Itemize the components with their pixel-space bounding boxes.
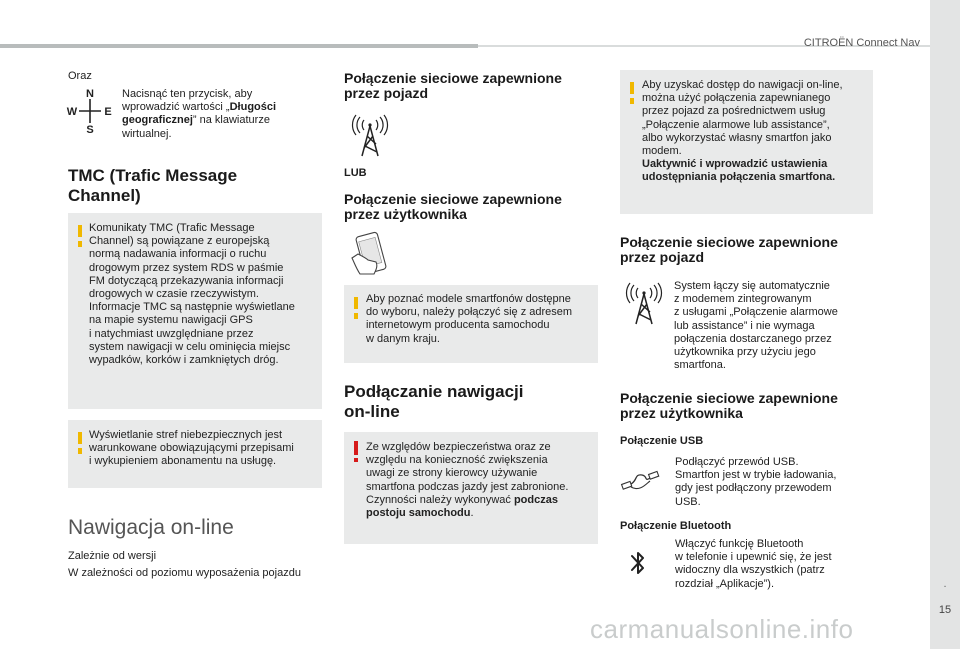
user-connection-heading: Połączenie sieciowe zapewnione przez użytkownika [344, 191, 562, 222]
usb-cable-icon [620, 466, 660, 496]
online-access-text: Aby uzyskać dostęp do nawigacji on-line, można użyć połączenia zapewnianego przez pojazd za pośrednictwem usług „Połączenie alarmowe lub assistance”, albo wykorzystać własny smartfon jako modem. Uaktywnić i wprowadzić ustawienia udostępniania połączenia smartfona. [642, 79, 843, 184]
watermark: carmanualsonline.info [590, 614, 854, 644]
brand-label: CITROËN Connect Nav [803, 37, 920, 49]
usb-text: Podłączyć przewód USB. Smartfon jest w trybie ładowania, gdy jest podłączony przewodem USB. [675, 456, 837, 508]
svg-text:S: S [86, 124, 94, 134]
online-access-box [620, 70, 873, 214]
compass-icon [66, 88, 114, 134]
warning-icon [354, 441, 358, 455]
user-connection-heading-2: Połączenie sieciowe zapewnione przez użytkownika [620, 390, 838, 421]
smartphone-hand-icon [348, 230, 394, 278]
tmc-heading: TMC (Trafic Message Channel) [68, 166, 238, 205]
oraz-label: Oraz [68, 70, 92, 82]
svg-text:E: E [104, 106, 112, 118]
svg-text:W: W [66, 106, 78, 118]
online-navigation-heading: Nawigacja on-line [68, 516, 234, 539]
usb-title: Połączenie USB [620, 435, 704, 447]
compass-instructions: Nacisnąć ten przycisk, aby wprowadzić wartości „Długości geograficznej” na klawiaturze wirtualnej. [122, 88, 277, 140]
bluetooth-text: Włączyć funkcję Bluetooth w telefonie i upewnić się, że jest widoczny dla wszystkich (patrz rozdział „Aplikacje”). [675, 538, 832, 590]
bluetooth-icon [628, 548, 648, 578]
danger-zones-text: Wyświetlanie stref niebezpiecznych jest warunkowane obowiązującymi przepisami i wykupieniem abonamentu na usługę. [89, 429, 294, 468]
antenna-icon [350, 114, 390, 158]
info-marker-icon [630, 82, 634, 94]
tmc-info-box [68, 213, 322, 409]
vehicle-connection-heading: Połączenie sieciowe zapewnione przez pojazd [344, 70, 562, 101]
page-number: 15 [938, 604, 952, 616]
or-label: LUB [344, 167, 367, 179]
info-marker-icon [354, 297, 358, 309]
page-dot: . [943, 578, 947, 590]
side-strip [930, 0, 960, 649]
info-marker-icon [78, 225, 82, 237]
vehicle-connection-heading-2: Połączenie sieciowe zapewnione przez pojazd [620, 234, 838, 265]
safety-warning-box [344, 432, 598, 544]
safety-warning-text: Ze względów bezpieczeństwa oraz ze względu na konieczność zwiększenia uwagi ze strony kierowcy używanie smartfona podczas jazdy jest zabronione. Czynności należy wykonywać podczas postoju samochodu. [366, 441, 569, 520]
header-rule [0, 44, 478, 48]
vehicle-connection-text: System łączy się automatycznie z modemem zintegrowanym z usługami „Połączenie alarmowe lub assistance” i nie wymaga połączenia dostarczanego przez użytkownika przy użyciu jego smartfona. [674, 280, 838, 372]
antenna-icon [624, 282, 664, 326]
version-note: Zależnie od wersji [68, 550, 157, 562]
tmc-info-text: Komunikaty TMC (Trafic Message Channel) są powiązane z europejską normą nadawania informacji o ruchu drogowym przez system RDS w paśmie FM dotyczącą przekazywania informacji drogowych w czasie rzeczywistym. Informacje TMC są następnie wyświetlane na mapie systemu nawigacji GPS i natychmiast uwzględniane przez system nawigacji w celu ominięcia miejsc wypadków, korków i zamkniętych dróg. [89, 222, 295, 367]
models-info-text: Aby poznać modele smartfonów dostępne do wyboru, należy połączyć się z adresem internetowym producenta samochodu w danym kraju. [366, 293, 573, 345]
info-marker-icon [78, 432, 82, 444]
bluetooth-title: Połączenie Bluetooth [620, 520, 732, 532]
danger-zones-box [68, 420, 322, 488]
svg-text:N: N [86, 88, 94, 100]
models-info-box [344, 285, 598, 363]
connect-navigation-heading: Podłączanie nawigacji on-line [344, 382, 524, 421]
equipment-note: W zależności od poziomu wyposażenia pojazdu [68, 567, 301, 579]
